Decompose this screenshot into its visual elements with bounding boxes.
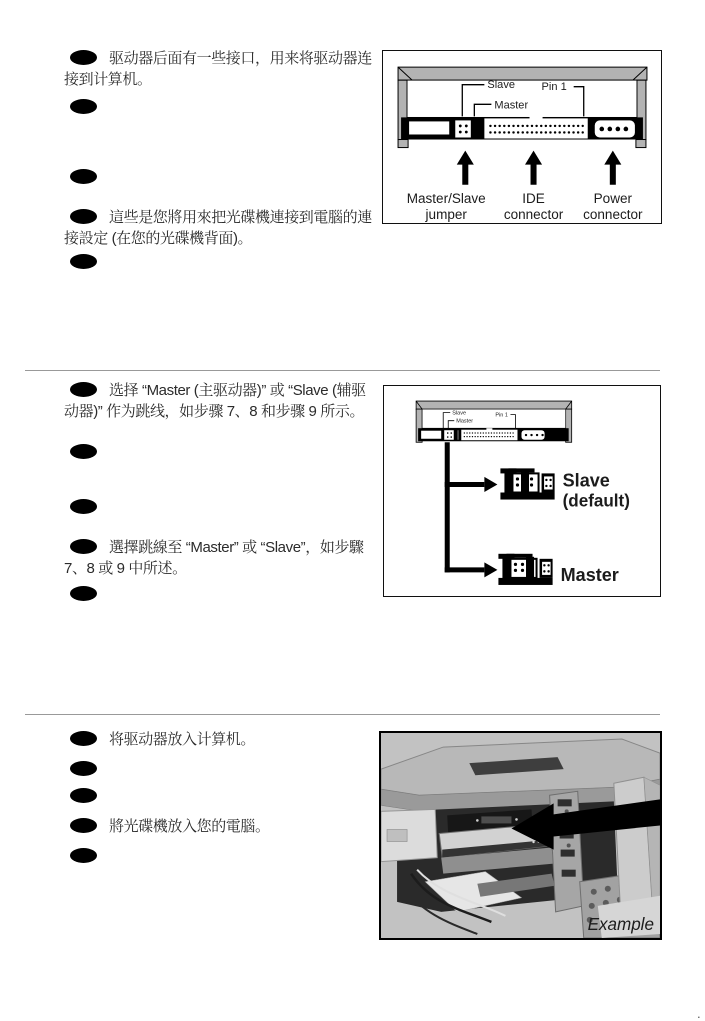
default-caption: (default)	[562, 491, 630, 511]
language-bullet-row	[70, 99, 97, 114]
power-connector-graphic	[595, 120, 635, 137]
step-paragraph-zh-cn	[64, 380, 378, 422]
psu-box	[381, 809, 437, 861]
language-bullet-icon	[70, 444, 97, 459]
drive-rear-connectors-figure	[382, 50, 662, 224]
master-caption: Master	[560, 564, 619, 585]
language-bullet-icon	[70, 731, 97, 746]
language-bullet-row	[70, 788, 97, 803]
ide-caption: IDE	[522, 190, 545, 206]
language-bullet-icon	[70, 848, 97, 863]
branch-lines	[445, 442, 498, 577]
slave-jumper-icon	[500, 468, 554, 499]
section-divider	[25, 370, 660, 371]
up-arrow-icon	[457, 151, 474, 185]
language-bullet-icon	[70, 169, 97, 184]
step-paragraph-zh-cn	[64, 729, 378, 750]
branch-arrow-icon	[484, 562, 497, 577]
language-bullet-icon	[70, 539, 97, 554]
ide-connector-graphic	[484, 116, 587, 139]
mini-pin1-label: Pin 1	[495, 412, 508, 419]
paragraph-text: 這些是您將用來把光碟機連接到電腦的連接設定 (在您的光碟機背面)。	[64, 209, 372, 247]
slave-label: Slave	[487, 79, 515, 92]
up-arrow-icon	[525, 151, 542, 185]
ide-caption: connector	[503, 206, 564, 222]
step-paragraph-zh-cn	[64, 48, 378, 90]
page-corner-dot: .	[697, 1006, 701, 1021]
mini-drive-graphic	[416, 401, 572, 442]
step-paragraph-zh-tw	[64, 207, 378, 249]
paragraph-text: 选择 “Master (主驱动器)” 或 “Slave (辅驱动器)” 作为跳线，如步骤 7、8 和步骤 9 所示。	[64, 382, 366, 420]
drive-rear-graphic	[383, 51, 661, 223]
paragraph-text: 選擇跳線至 “Master” 或 “Slave”，如步驟 7、8 或 9 中所述。	[64, 539, 364, 577]
language-bullet-icon	[70, 50, 97, 65]
language-bullet-row	[70, 254, 97, 269]
master-jumper-icon	[498, 554, 552, 585]
mini-slave-label: Slave	[452, 410, 467, 417]
step-paragraph-zh-tw	[64, 537, 378, 579]
language-bullet-row	[70, 761, 97, 776]
drive-cage-rail	[550, 791, 584, 912]
jumper-settings-graphic	[384, 386, 660, 596]
power-caption: connector	[583, 206, 643, 222]
language-bullet-icon	[70, 788, 97, 803]
language-bullet-icon	[70, 209, 97, 224]
language-bullet-row	[70, 586, 97, 601]
jumper-caption: Master/Slave	[406, 190, 486, 206]
blank-plate	[409, 121, 449, 134]
language-bullet-row	[70, 169, 97, 184]
up-arrow-icon	[604, 151, 621, 185]
power-caption: Power	[593, 190, 633, 206]
slave-caption: Slave	[562, 470, 610, 491]
language-bullet-row	[70, 444, 97, 459]
jumper-block	[455, 119, 480, 139]
install-photo-figure	[379, 731, 662, 940]
language-bullet-icon	[70, 586, 97, 601]
branch-arrow-icon	[484, 477, 497, 492]
language-bullet-icon	[70, 382, 97, 397]
paragraph-text: 將光碟機放入您的電腦。	[109, 818, 270, 835]
language-bullet-icon	[70, 761, 97, 776]
pin1-label: Pin 1	[541, 81, 567, 94]
jumper-caption: jumper	[425, 206, 467, 222]
paragraph-text: 将驱动器放入计算机。	[109, 731, 256, 748]
language-bullet-icon	[70, 499, 97, 514]
jumper-settings-figure	[383, 385, 661, 597]
language-bullet-row	[70, 848, 97, 863]
language-bullet-icon	[70, 254, 97, 269]
language-bullet-icon	[70, 818, 97, 833]
computer-case-illustration	[381, 733, 660, 938]
language-bullet-icon	[70, 99, 97, 114]
step-paragraph-zh-tw	[64, 816, 378, 837]
mini-master-label: Master	[456, 418, 474, 425]
master-label: Master	[494, 99, 529, 112]
example-caption: Example	[587, 914, 654, 934]
paragraph-text: 驱动器后面有一些接口，用来将驱动器连接到计算机。	[64, 50, 372, 88]
section-divider	[25, 714, 660, 715]
language-bullet-row	[70, 499, 97, 514]
